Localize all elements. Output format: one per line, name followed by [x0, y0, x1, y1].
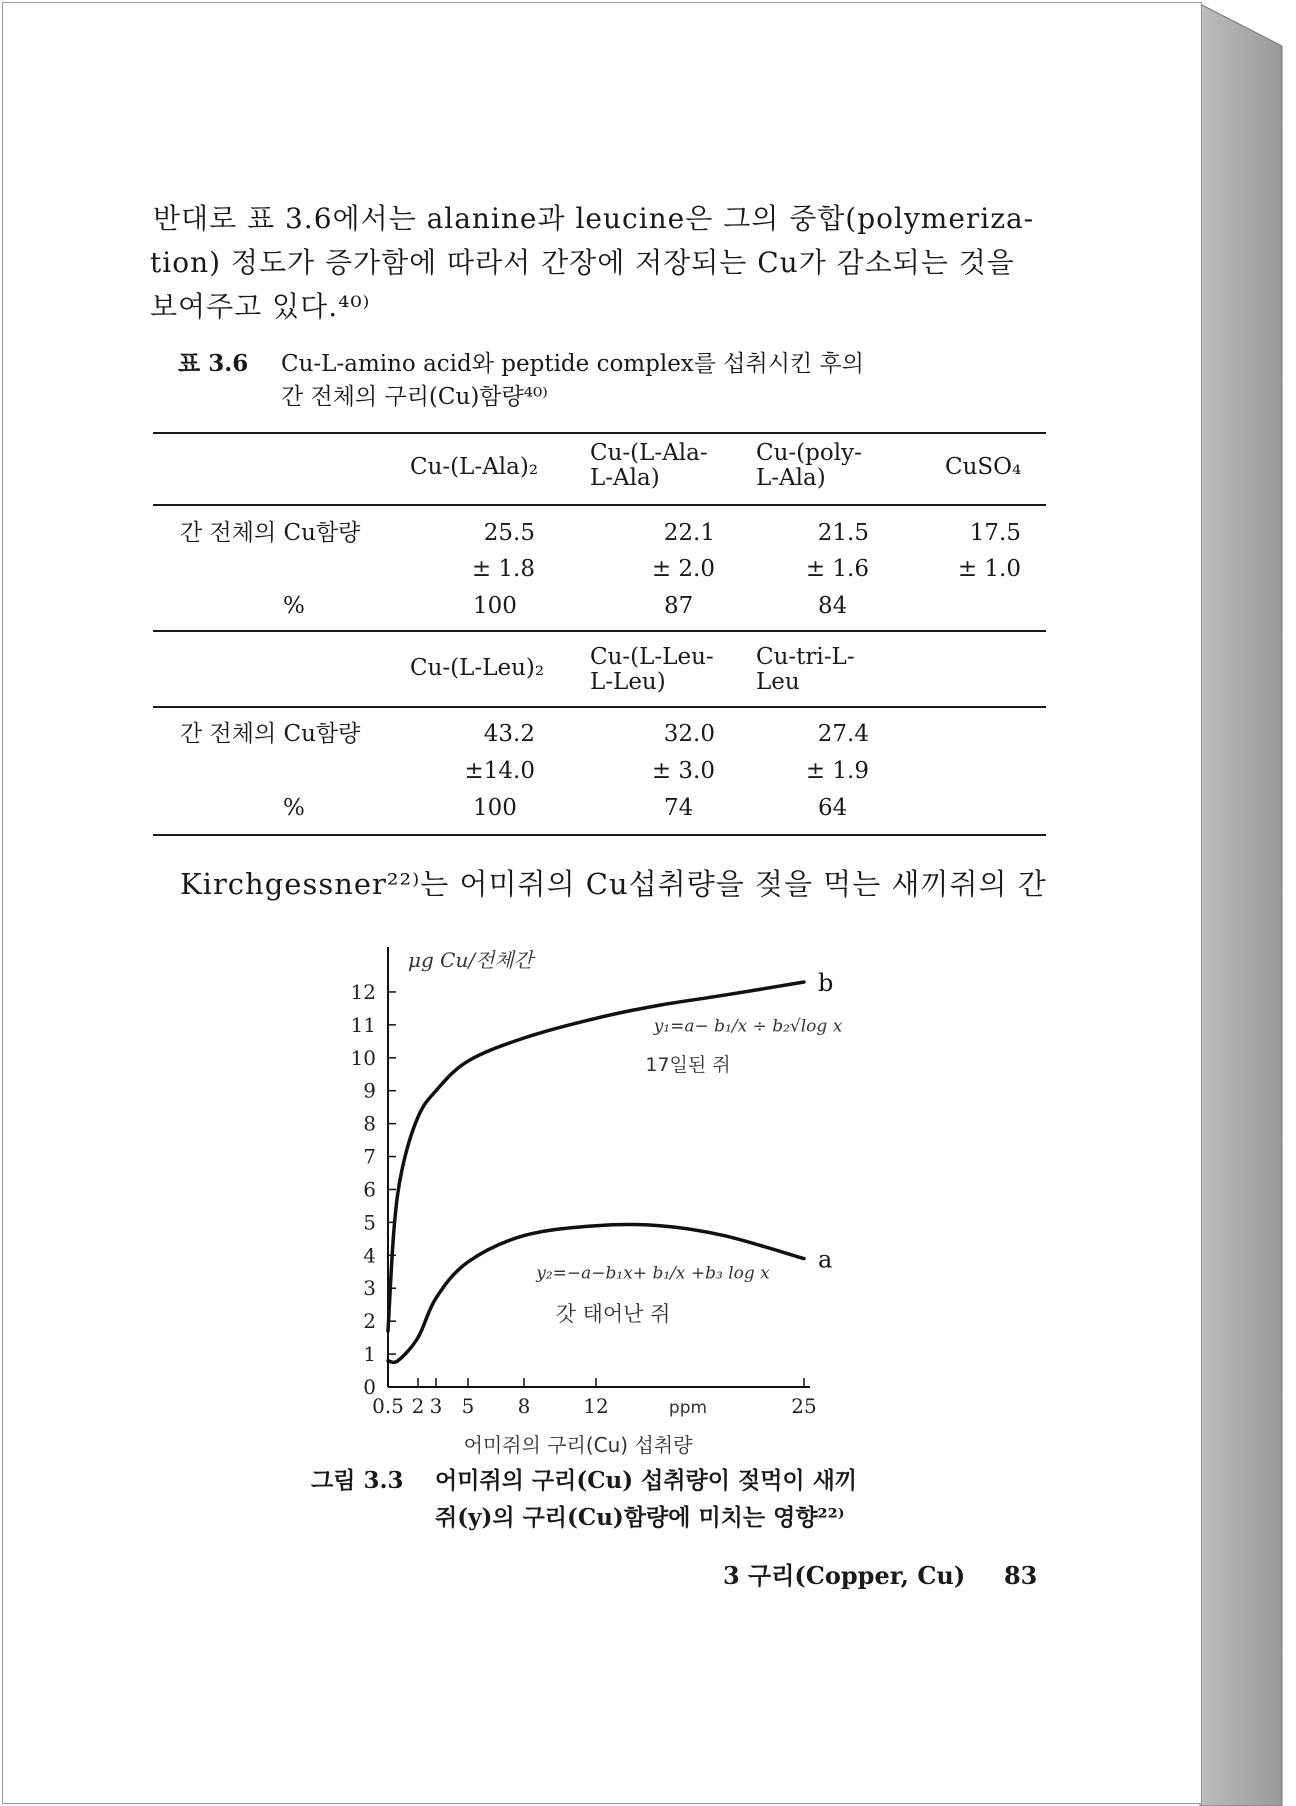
table-cell: 27.4 [817, 721, 869, 747]
table-rule [153, 706, 1046, 708]
table-header-cell: Cu-(L-Leu)₂ [410, 655, 545, 681]
table-cell: 17.5 [969, 520, 1021, 546]
y-tick-label: 2 [363, 1309, 376, 1334]
page-number: 83 [1003, 1561, 1038, 1590]
table-row-label: 간 전체의 Cu함량 [180, 721, 361, 747]
y-axis-label: μg Cu/전체간 [408, 948, 534, 972]
paragraph-line: tion) 정도가 증가함에 따라서 간장에 저장되는 Cu가 감소되는 것을 [150, 246, 1015, 279]
figure-chart [340, 920, 900, 1455]
table-cell: ± 3.0 [651, 758, 715, 784]
figure-caption [311, 1462, 857, 1536]
x-tick-label: 25 [791, 1394, 817, 1418]
table-header-cell: Cu-tri-L- [756, 644, 855, 670]
table-header-cell: Cu-(L-Ala)₂ [410, 454, 539, 480]
y-tick-label: 7 [363, 1144, 376, 1169]
table-cell: 43.2 [483, 721, 535, 747]
table-cell: 87 [664, 593, 694, 619]
table-cell: 100 [473, 593, 517, 619]
table-header-cell: Leu [756, 669, 800, 695]
table-caption-line: 간 전체의 구리(Cu)함량⁴⁰⁾ [281, 384, 548, 410]
table-rule [153, 630, 1046, 632]
table-cell: ± 1.8 [471, 556, 535, 582]
figure-caption-line: 쥐(y)의 구리(Cu)함량에 미치는 영향²²⁾ [435, 1504, 845, 1531]
x-tick-label: 8 [517, 1394, 531, 1418]
formula-a: y₂=−a−b₁x+ b₁/x +b₃ log x [536, 1263, 770, 1284]
y-tick-label: 5 [363, 1210, 376, 1235]
body-paragraph-2: Kirchgessner²²⁾는 어미쥐의 Cu섭취량을 젖을 먹는 새끼쥐의 간 [180, 867, 1047, 901]
running-section-title: 3 구리(Copper, Cu) [723, 1561, 966, 1590]
y-tick-label: 4 [363, 1243, 376, 1268]
note-b: 17일된 쥐 [645, 1053, 731, 1076]
table-rule [153, 504, 1046, 506]
x-unit-label: ppm [668, 1398, 708, 1418]
table-row-label: % [283, 795, 305, 821]
y-tick-label: 8 [363, 1111, 376, 1136]
table-header-cell: L-Leu) [590, 669, 666, 695]
note-a: 갓 태어난 쥐 [555, 1302, 671, 1327]
figure-number: 그림 3.3 [311, 1467, 404, 1494]
y-tick-label: 3 [363, 1276, 376, 1301]
table-header-cell: CuSO₄ [945, 454, 1022, 480]
table-row-label: 간 전체의 Cu함량 [180, 520, 361, 546]
table-cell: 32.0 [663, 721, 715, 747]
table-header-cell: L-Ala) [590, 465, 660, 491]
y-tick-label: 11 [350, 1012, 376, 1037]
formula-b: y₁=a− b₁/x ÷ b₂√log x [653, 1016, 843, 1037]
table-rule [153, 834, 1046, 836]
series-line-a [388, 1224, 804, 1362]
figure-caption-line: 어미쥐의 구리(Cu) 섭취량이 젖먹이 새끼 [435, 1467, 858, 1494]
y-tick-label: 9 [363, 1078, 376, 1103]
y-tick-label: 12 [350, 979, 376, 1004]
x-tick-label: 2 [411, 1394, 425, 1418]
series-end-label: b [818, 969, 834, 998]
table-row-label: % [283, 593, 305, 619]
table-rule [153, 432, 1046, 434]
table-cell: 64 [818, 795, 848, 821]
table-cell: 84 [818, 593, 848, 619]
table-header-cell: L-Ala) [756, 465, 826, 491]
table-number: 표 3.6 [178, 350, 249, 377]
x-axis-label: 어미쥐의 구리(Cu) 섭취량 [463, 1433, 693, 1455]
table-cell: 25.5 [483, 520, 535, 546]
table-header-cell: Cu-(L-Leu- [590, 644, 714, 670]
x-tick-label: 0.5 [372, 1394, 404, 1418]
table-cell: 22.1 [663, 520, 715, 546]
table-caption-line: Cu-L-amino acid와 peptide complex를 섭취시킨 후의 [281, 351, 864, 377]
table-cell: ± 1.0 [957, 556, 1021, 582]
x-tick-label: 12 [583, 1394, 609, 1418]
table-header-cell: Cu-(poly- [756, 440, 862, 466]
paragraph-line: 보여주고 있다.⁴⁰⁾ [150, 290, 371, 323]
table-cell: ± 1.9 [805, 758, 869, 784]
series-end-label: a [818, 1245, 833, 1274]
table-cell: ± 1.6 [805, 556, 869, 582]
y-tick-label: 0 [363, 1375, 376, 1399]
paragraph-line: 반대로 표 3.6에서는 alanine과 leucine은 그의 중합(polymeriza- [153, 202, 1035, 235]
y-tick-label: 1 [363, 1342, 376, 1367]
table-cell: 100 [473, 795, 517, 821]
table-caption [178, 347, 864, 414]
table-header-cell: Cu-(L-Ala- [590, 440, 708, 466]
y-tick-label: 10 [350, 1045, 376, 1070]
page-footer [723, 1556, 1037, 1591]
y-tick-label: 6 [363, 1177, 376, 1202]
table-cell: ±14.0 [464, 758, 535, 784]
table-cell: 21.5 [817, 520, 869, 546]
chart-labels [408, 948, 843, 1455]
table-cell: 74 [664, 795, 694, 821]
x-tick-label: 5 [461, 1394, 475, 1418]
body-paragraph-1 [150, 197, 1053, 329]
x-tick-label: 3 [429, 1394, 443, 1418]
table-cell: ± 2.0 [651, 556, 715, 582]
